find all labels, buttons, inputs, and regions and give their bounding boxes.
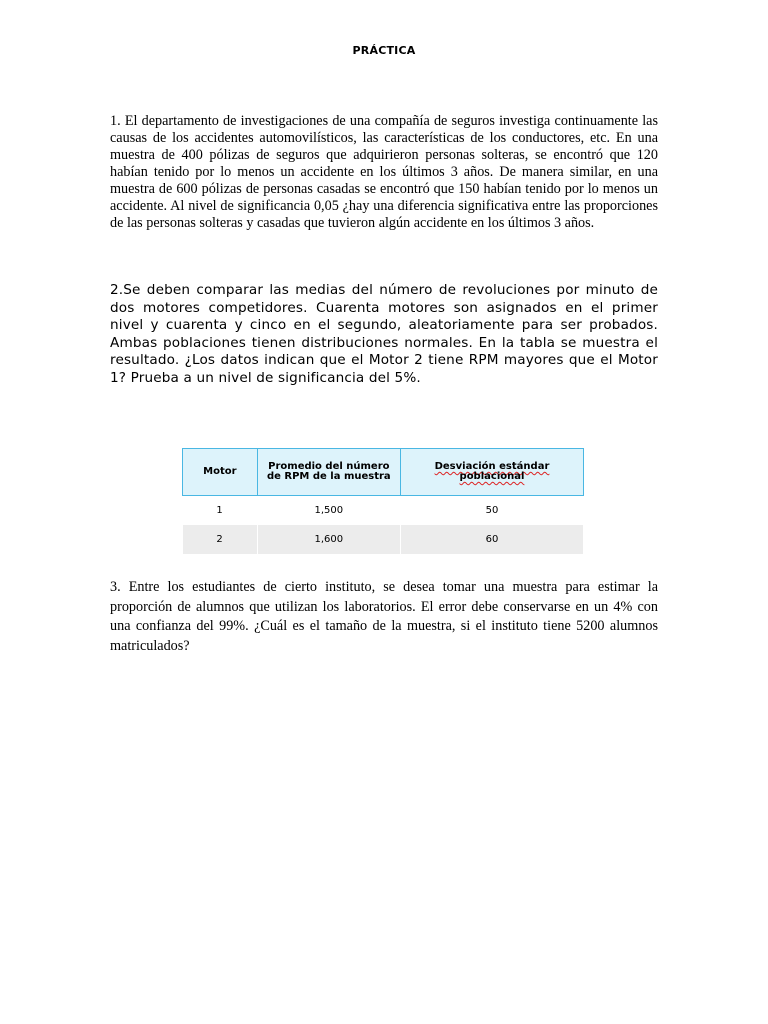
problem-1-text: 1. El departamento de investigaciones de una compañía de seguros investiga continuamente las causas de los accidentes automovilísticos, las características de los conductores, etc. En una muestra de 400 pólizas de seguros que adquirieron personas solteras, se encontró que 120 habían tenido por lo menos un accidente en los últimos 3 años. De manera similar, en una muestra de 600 pólizas de personas casadas se encontró que 150 habían tenido por lo menos un accidente. Al nivel de significancia 0,05 ¿hay una diferencia significativa entre las proporciones de las personas solteras y casadas que tuvieron algún accidente en los últimos 3 años. [110,113,658,231]
header-std-dev-label: Desviación estándar poblacional [434,461,550,482]
page-title: PRÁCTICA [352,44,416,57]
motor-rpm-table [182,448,584,554]
table-cell: 1,500 [257,496,400,526]
header-std-dev [400,449,583,496]
table-cell: 2 [183,525,258,554]
problem-2-text: 2.Se deben comparar las medias del número de revoluciones por minuto de dos motores competidores. Cuarenta motores son asignados en el primer nivel y cuarenta y cinco en el segundo, aleatoriamente para ser probados. Ambas poblaciones tienen distribuciones normales. En la tabla se muestra el resultado. ¿Los datos indican que el Motor 2 tiene RPM mayores que el Motor 1? Prueba a un nivel de significancia del 5%. [110,282,658,386]
table-cell: 1 [183,496,258,526]
header-motor: Motor [183,449,258,496]
table-cell: 1,600 [257,525,400,554]
table-header-row [183,449,584,496]
problem-3-text: 3. Entre los estudiantes de cierto instituto, se desea tomar una muestra para estimar la proporción de alumnos que utilizan los laboratorios. El error debe conservarse en un 4% con una confianza del 99%. ¿Cuál es el tamaño de la muestra, si el instituto tiene 5200 alumnos matriculados? [110,579,658,654]
table-row [183,525,584,554]
table-cell: 50 [400,496,583,526]
table-row [183,496,584,526]
header-rpm-mean: Promedio del número de RPM de la muestra [257,449,400,496]
table-cell: 60 [400,525,583,554]
